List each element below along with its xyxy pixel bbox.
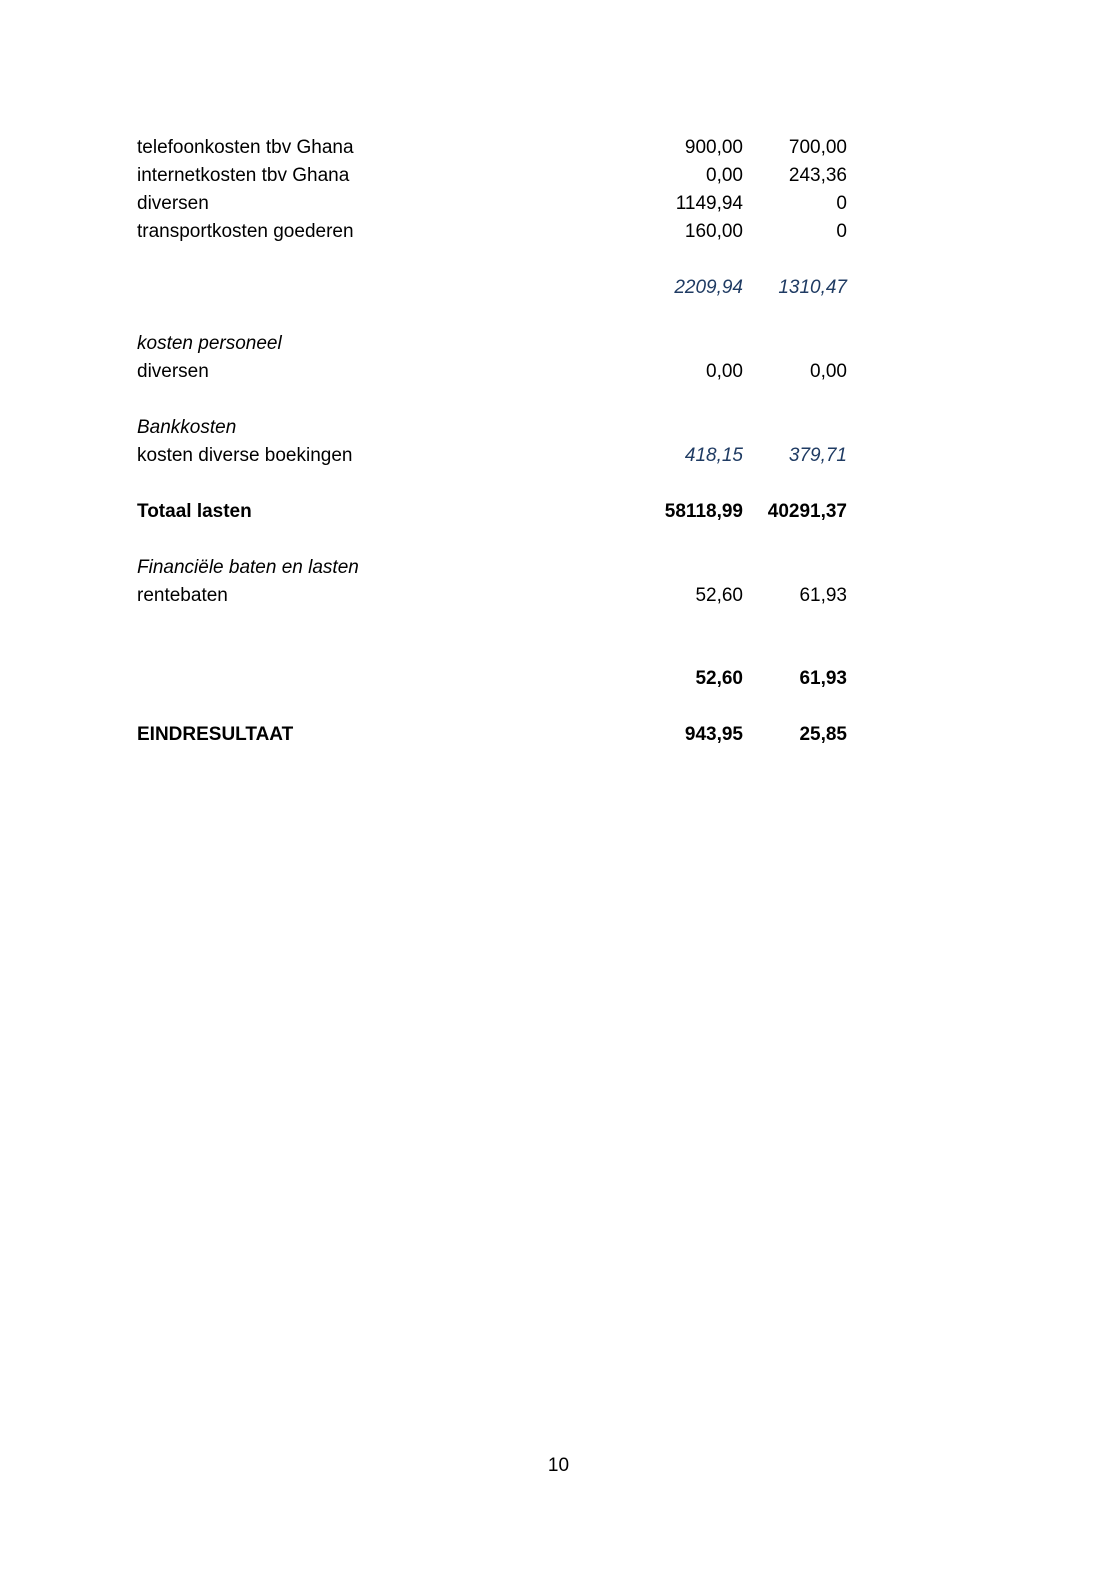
subtotal-current-year: 2209,94	[674, 277, 743, 298]
row-label: diversen	[137, 193, 209, 214]
result-current-year: 943,95	[684, 724, 743, 745]
value-previous-year: 61,93	[799, 585, 847, 606]
result-previous-year: 25,85	[799, 724, 847, 745]
row-subtotal-kosten	[137, 274, 857, 302]
row-transportkosten	[137, 218, 857, 246]
value-current-year: 160,00	[684, 221, 743, 242]
subtotal-previous-year: 1310,47	[778, 277, 847, 298]
row-internetkosten	[137, 162, 857, 190]
section-heading-kosten-personeel	[137, 330, 857, 358]
row-label: transportkosten goederen	[137, 221, 354, 242]
total-previous-year: 40291,37	[767, 501, 847, 522]
section-heading: kosten personeel	[137, 333, 282, 354]
value-current-year: 52,60	[695, 585, 743, 606]
row-label: internetkosten tbv Ghana	[137, 165, 350, 186]
value-current-year: 0,00	[706, 361, 743, 382]
value-previous-year: 379,71	[788, 445, 847, 466]
row-label: diversen	[137, 361, 209, 382]
row-subtotal-financieel	[137, 665, 857, 693]
row-label: EINDRESULTAAT	[137, 724, 294, 745]
section-heading: Bankkosten	[137, 417, 237, 438]
value-previous-year: 0	[836, 221, 847, 242]
value-current-year: 1149,94	[675, 193, 743, 214]
value-current-year: 900,00	[684, 137, 743, 158]
row-rentebaten	[137, 582, 857, 610]
subtotal-current-year: 52,60	[695, 668, 743, 689]
value-previous-year: 700,00	[788, 137, 847, 158]
section-heading-bankkosten	[137, 414, 857, 442]
row-label: kosten diverse boekingen	[137, 445, 353, 466]
row-personeel-diversen	[137, 358, 857, 386]
value-previous-year: 243,36	[788, 165, 847, 186]
value-previous-year: 0,00	[810, 361, 847, 382]
subtotal-previous-year: 61,93	[799, 668, 847, 689]
row-diversen	[137, 190, 857, 218]
total-current-year: 58118,99	[664, 501, 743, 522]
row-label: rentebaten	[137, 585, 228, 606]
value-current-year: 0,00	[706, 165, 743, 186]
row-totaal-lasten	[137, 498, 857, 526]
section-heading-financiele-baten	[137, 554, 857, 582]
row-telefoonkosten	[137, 134, 857, 162]
row-label: telefoonkosten tbv Ghana	[137, 137, 354, 158]
value-previous-year: 0	[836, 193, 847, 214]
page-number: 10	[547, 1455, 570, 1476]
row-eindresultaat	[137, 721, 857, 749]
row-kosten-diverse-boekingen	[137, 442, 857, 470]
value-current-year: 418,15	[684, 445, 743, 466]
section-heading: Financiële baten en lasten	[137, 557, 359, 578]
row-label: Totaal lasten	[137, 501, 252, 522]
